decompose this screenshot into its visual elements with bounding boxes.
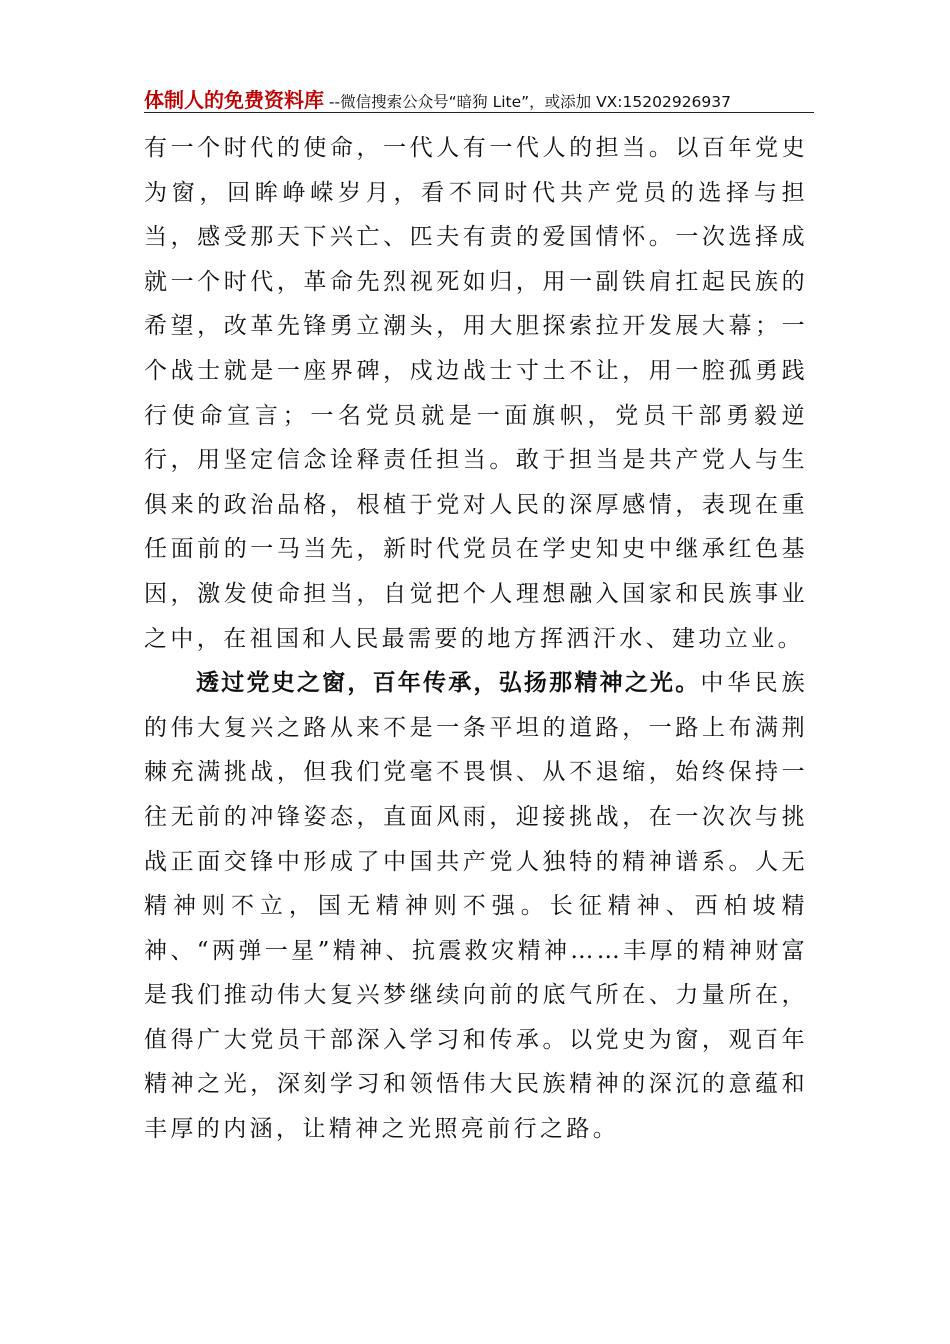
- paragraph-text: 有一个时代的使命，一代人有一代人的担当。以百年党史为窗，回眸峥嵘岁月，看不同时代共产党员的选择与担当，感受那天下兴亡、匹夫有责的爱国情怀。一次选择成就一个时代，革命先烈视死如归，用一副铁肩扛起民族的希望，改革先锋勇立潮头，用大胆探索拉开发展大幕；一个战士就是一座界碑，戍边战士寸土不让，用一腔孤勇践行使命宣言；一名党员就是一面旗帜，党员干部勇毅逆行，用坚定信念诠释责任担当。敢于担当是共产党人与生俱来的政治品格，根植于党对人民的深厚感情，表现在重任面前的一马当先，新时代党员在学史知史中继承红色基因，激发使命担当，自觉把个人理想融入国家和民族事业之中，在祖国和人民最需要的地方挥洒汗水、建功立业。: [144, 135, 808, 652]
- paragraph-continued: [144, 126, 808, 661]
- paragraph-text: 中华民族的伟大复兴之路从来不是一条平坦的道路，一路上布满荆棘充满挑战，但我们党毫不畏惧、从不退缩，始终保持一往无前的冲锋姿态，直面风雨，迎接挑战，在一次次与挑战正面交锋中形成了中国共产党人独特的精神谱系。人无精神则不立，国无精神则不强。长征精神、西柏坡精神、“两弹一星”精神、抗震救灾精神……丰厚的精神财富是我们推动伟大复兴梦继续向前的底气所在、力量所在，值得广大党员干部深入学习和传承。以党史为窗，观百年精神之光，深刻学习和领悟伟大民族精神的深沉的意蕴和丰厚的内涵，让精神之光照亮前行之路。: [144, 670, 808, 1143]
- paragraph-bold-heading: 透过党史之窗，百年传承，弘扬那精神之光。: [196, 670, 701, 697]
- document-body: [144, 126, 808, 1152]
- header-contact-text: --微信搜索公众号“暗狗 Lite”，或添加 VX:15202926937: [324, 93, 732, 111]
- header-brand-title: 体制人的免费资料库: [144, 88, 324, 112]
- paragraph-spirit: [144, 661, 808, 1152]
- page-header: [144, 84, 814, 113]
